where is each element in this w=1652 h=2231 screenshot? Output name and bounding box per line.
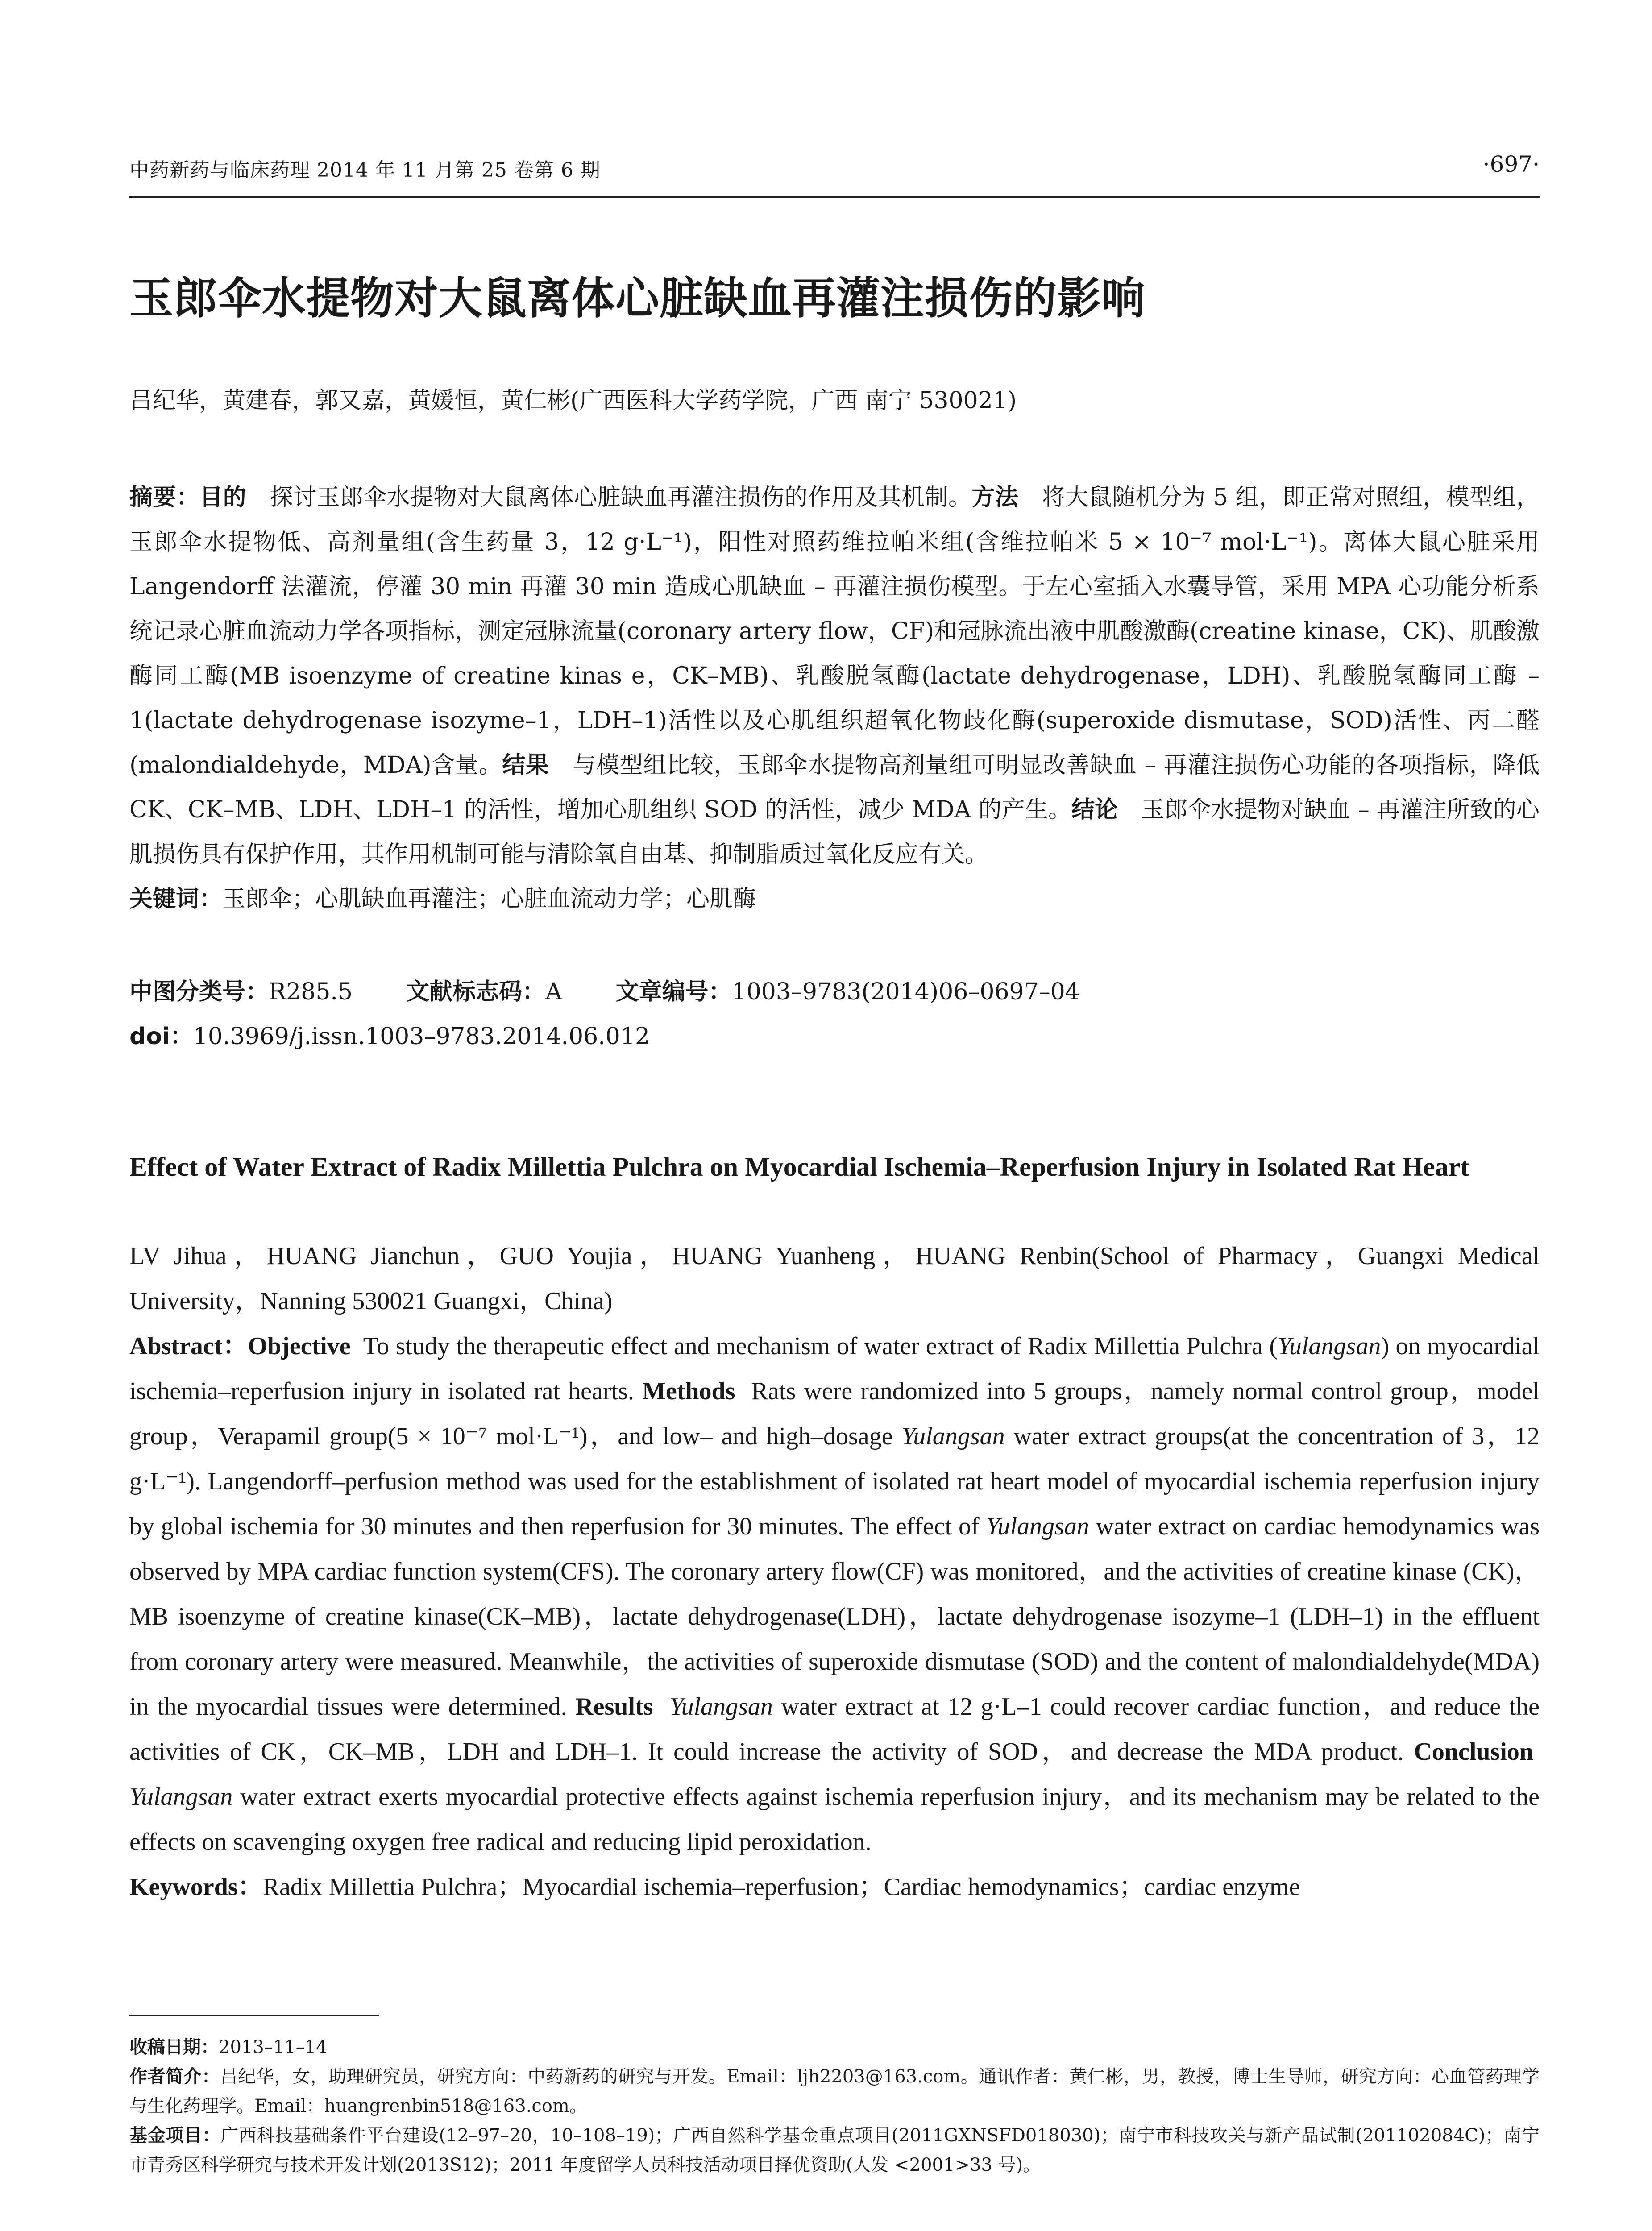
abstract-cn-paragraph: [129, 475, 1540, 877]
methods-cn-text: 将大鼠随机分为 5 组，即正常对照组，模型组，玉郎伞水提物低、高剂量组(含生药量 3，12 g·L⁻¹)，阳性对照药维拉帕米组(含维拉帕米 5 × 10⁻⁷ mol·L⁻¹)。离体大鼠心脏采用 Langendorff 法灌流，停灌 30 min 再灌 30 min 造成心肌缺血 – 再灌注损伤模型。于左心室插入水囊导管，采用 MPA 心功能分析系统记录心脏血流动力学各项指标，测定冠脉流量(coronary artery flow，CF)和冠脉流出液中肌酸激酶(creatine kinase，CK)、肌酸激酶同工酶(MB isoenzyme of creatine kinas e，CK–MB)、乳酸脱氢酶(lactate dehydrogenase，LDH)、乳酸脱氢酶同工酶 –1(lactate dehydrogenase isozyme–1，LDH–1)活性以及心肌组织超氧化物歧化酶(superoxide dismutase，SOD)活性、丙二醛(malondialdehyde，MDA)含量。: [129, 484, 1540, 779]
abstract-cn-label: 摘要：: [129, 484, 200, 511]
english-title: Effect of Water Extract of Radix Millettia Pulchra on Myocardial Ischemia–Reperfusion Injury in Isolated Rat Heart: [129, 1152, 1469, 1182]
journal-name: 中药新药与临床药理 2014 年 11 月第 25 卷第 6 期: [129, 159, 601, 182]
results-cn-text: 与模型组比较，玉郎伞水提物高剂量组可明显改善缺血 – 再灌注损伤心功能的各项指标，降低 CK、CK–MB、LDH、LDH–1 的活性，增加心肌组织 SOD 的活性，减少 MDA 的产生。: [129, 752, 1540, 823]
objective-en-label: Objective: [248, 1332, 351, 1360]
yulangsan-term: Yulangsan: [1277, 1332, 1381, 1360]
keywords-en-label: Keywords：: [129, 1873, 263, 1901]
abstract-en-label: Abstract：: [129, 1332, 248, 1360]
yulangsan-term: Yulangsan: [669, 1693, 773, 1721]
results-en-label: Results: [575, 1693, 653, 1721]
doc-code-value: A: [545, 979, 562, 1005]
conclusion-en-label: Conclusion: [1414, 1738, 1534, 1766]
doi-value: 10.3969/j.issn.1003–9783.2014.06.012: [193, 1023, 650, 1050]
header-rule: [129, 196, 1540, 198]
author-list: 吕纪华，黄建春，郭又嘉，黄媛恒，黄仁彬(广西医科大学药学院，广西 南宁 530021): [129, 387, 1017, 414]
chinese-abstract: [129, 475, 1540, 921]
objective-en-text-a: To study the therapeutic effect and mechanism of water extract of Radix Millettia Pulchra (: [363, 1332, 1278, 1360]
article-title: 玉郎伞水提物对大鼠离体心脏缺血再灌注损伤的影响: [129, 273, 1146, 324]
doi-line: [129, 1017, 650, 1051]
clc-label: 中图分类号：: [129, 979, 269, 1005]
methods-en-label: Methods: [642, 1377, 735, 1405]
objective-cn-label: 目的: [199, 484, 247, 511]
keywords-cn: [129, 877, 1540, 921]
objective-cn-text: 探讨玉郎伞水提物对大鼠离体心脏缺血再灌注损伤的作用及其机制。: [270, 484, 972, 511]
keywords-en-text: Radix Millettia Pulchra；Myocardial ischemia–reperfusion；Cardiac hemodynamics；cardiac enzyme: [262, 1873, 1300, 1901]
classification-line: [129, 973, 1080, 1006]
page-number: ·697·: [1482, 151, 1540, 177]
keywords-cn-text: 玉郎伞；心肌缺血再灌注；心脏血流动力学；心肌酶: [222, 886, 756, 912]
footnotes: [129, 2032, 1540, 2180]
received-label: 收稿日期：: [129, 2037, 219, 2057]
funding-text: 广西科技基础条件平台建设(12–97–20，10–108–19)；广西自然科学基金重点项目(2011GXNSFD018030)；南宁市科技攻关与新产品试制(201102084C)；南宁市青秀区科学研究与技术开发计划(2013S12)；2011 年度留学人员科技活动项目择优资助(人发 <2001>33 号)。: [129, 2125, 1540, 2175]
footnote-rule: [129, 2015, 379, 2016]
author-bio: [129, 2062, 1540, 2121]
article-number-label: 文章编号：: [615, 979, 732, 1005]
keywords-cn-label: 关键词：: [129, 886, 223, 912]
methods-en-text-a: Rats were randomized into 5 groups，namely normal control group，model group，Verapamil group(5 × 10⁻⁷ mol·L⁻¹)，and low– and high–dosage: [129, 1377, 1540, 1450]
received-value: 2013–11–14: [219, 2037, 328, 2057]
received-date: [129, 2032, 1540, 2062]
results-cn-label: 结果: [502, 752, 549, 779]
clc-value: R285.5: [269, 979, 353, 1005]
results-en-text: water extract at 12 g·L–1 could recover cardiac function，and reduce the activities of CK，CK–MB，LDH and LDH–1. It could increase the activity of SOD，and decrease the MDA product.: [129, 1693, 1540, 1766]
yulangsan-term: Yulangsan: [901, 1422, 1005, 1450]
keywords-en: [129, 1865, 1540, 1910]
methods-en-text-c: water extract on cardiac hemodynamics was observed by MPA cardiac function system(CFS). The coronary artery flow(CF) was monitored，and the activities of creatine kinase (CK)，MB isoenzyme of creatine kinase(CK–MB)，lactate dehydrogenase(LDH)，lactate dehydrogenase isozyme–1 (LDH–1) in the effluent from coronary artery were measured. Meanwhile，the activities of superoxide dismutase (SOD) and the content of malondialdehyde(MDA) in the myocardial tissues were determined.: [129, 1513, 1540, 1721]
doi-label: doi：: [129, 1023, 193, 1050]
funding: [129, 2121, 1540, 2180]
english-authors: LV Jihua，HUANG Jianchun，GUO Youjia，HUANG Yuanheng，HUANG Renbin(School of Pharmacy，Guangxi Medical University，Nanning 530021 Guangxi，China): [129, 1242, 1540, 1315]
conclusion-en-text: water extract exerts myocardial protective effects against ischemia reperfusion injury，and its mechanism may be related to the effects on scavenging oxygen free radical and reducing lipid peroxidation.: [129, 1783, 1540, 1856]
yulangsan-term: Yulangsan: [129, 1783, 233, 1811]
methods-en-text-b: water extract groups(at the concentration of 3，12 g·L⁻¹). Langendorff–perfusion method was used for the establishment of isolated rat heart model of myocardial ischemia reperfusion injury by global ischemia for 30 minutes and then reperfusion for 30 minutes. The effect of: [129, 1422, 1540, 1540]
funding-label: 基金项目：: [129, 2125, 221, 2146]
doc-code-label: 文献标志码：: [406, 979, 546, 1005]
author-bio-text: 吕纪华，女，助理研究员，研究方向：中药新药的研究与开发。Email：ljh2203@163.com。通讯作者：黄仁彬，男，教授，博士生导师，研究方向：心血管药理学与生化药理学。Email：huangrenbin518@163.com。: [129, 2066, 1540, 2116]
conclusion-cn-text: 玉郎伞水提物对缺血 – 再灌注所致的心肌损伤具有保护作用，其作用机制可能与清除氧自由基、抑制脂质过氧化反应有关。: [129, 796, 1540, 868]
methods-cn-label: 方法: [971, 484, 1019, 511]
abstract-en-paragraph: [129, 1324, 1540, 1865]
author-bio-label: 作者简介：: [129, 2066, 220, 2087]
english-abstract: [129, 1234, 1540, 1910]
yulangsan-term: Yulangsan: [986, 1513, 1089, 1540]
article-number-value: 1003–9783(2014)06–0697–04: [731, 979, 1080, 1005]
conclusion-cn-label: 结论: [1071, 796, 1118, 823]
objective-en-text-b: ) on myocardial ischemia–reperfusion injury in isolated rat hearts.: [129, 1332, 1540, 1405]
running-header: [129, 151, 1540, 185]
